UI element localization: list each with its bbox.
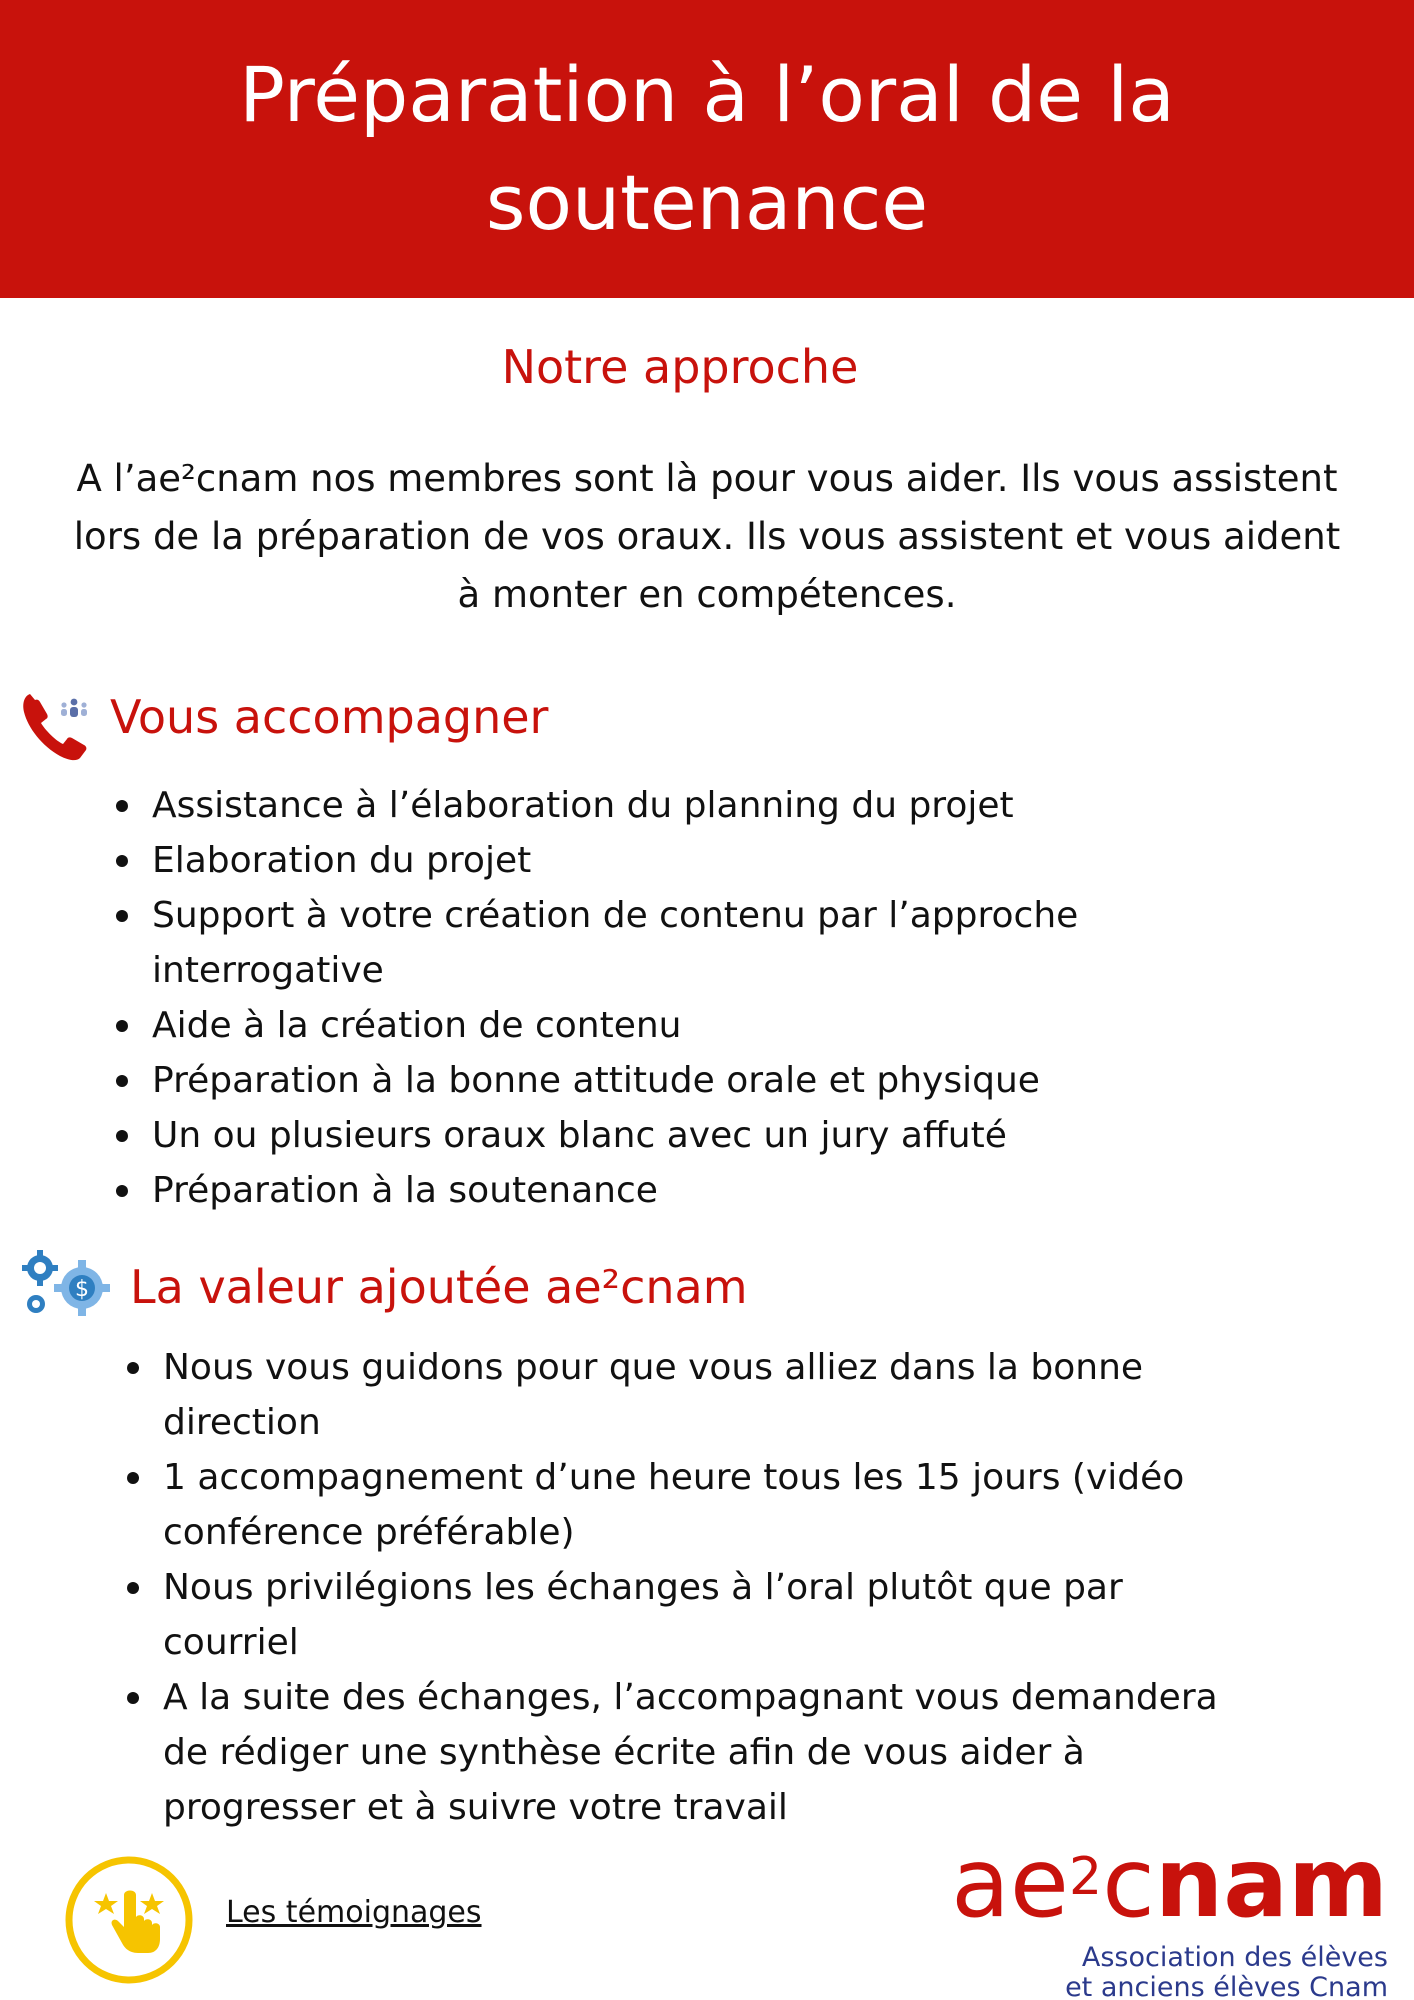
logo-ae: ae — [951, 1827, 1069, 1939]
accompany-title: Vous accompagner — [110, 690, 549, 744]
list-item-text: 1 accompagnement d’une heure tous les 15 jours (vidéo — [163, 1457, 1185, 1498]
value-title: La valeur ajoutée ae²cnam — [130, 1260, 748, 1314]
list-item-text: Préparation à la soutenance — [152, 1170, 658, 1211]
list-item-text: conférence préférable) — [163, 1512, 575, 1553]
logo-wordmark — [951, 1827, 1388, 1939]
list-item — [163, 1670, 1218, 1835]
list-item — [152, 778, 1078, 833]
list-item-text: interrogative — [152, 950, 384, 991]
logo-sup: 2 — [1068, 1847, 1103, 1907]
intro-line: A l’ae²cnam nos membres sont là pour vous aider. Ils vous assistent — [76, 457, 1338, 500]
approach-intro — [10, 450, 1404, 624]
list-item — [152, 888, 1078, 998]
logo-tagline-line-1: Association des élèves — [1081, 1942, 1388, 1973]
intro-line: lors de la préparation de vos oraux. Ils vous assistent et vous aident — [73, 515, 1341, 558]
approach-title: Notre approche — [501, 340, 859, 394]
list-item — [152, 1163, 1078, 1218]
gears-dollar-icon — [22, 1248, 112, 1318]
list-item — [152, 833, 1078, 888]
list-item — [152, 1108, 1078, 1163]
list-item-text: Préparation à la bonne attitude orale et physique — [152, 1060, 1040, 1101]
list-item-text: Assistance à l’élaboration du planning du projet — [152, 785, 1014, 826]
list-item-text: A la suite des échanges, l’accompagnant vous demandera — [163, 1677, 1218, 1718]
accompany-list — [152, 778, 1078, 1218]
list-item-text: progresser et à suivre votre travail — [163, 1787, 788, 1828]
list-item-text: Support à votre création de contenu par l’approche — [152, 895, 1079, 936]
page-title-line-2: soutenance — [485, 158, 929, 247]
list-item — [163, 1340, 1218, 1450]
list-item-text: Nous privilégions les échanges à l’oral plutôt que par — [163, 1567, 1123, 1608]
value-list — [163, 1340, 1218, 1835]
page-title-line-1: Préparation à l’oral de la — [239, 50, 1175, 139]
ae2cnam-logo — [951, 1827, 1388, 2000]
list-item — [163, 1450, 1218, 1560]
phone-support-icon — [20, 688, 98, 766]
logo-tagline — [1008, 1943, 1388, 2000]
list-item-text: Un ou plusieurs oraux blanc avec un jury affuté — [152, 1115, 1007, 1156]
list-item — [152, 1053, 1078, 1108]
list-item-text: direction — [163, 1402, 321, 1443]
list-item-text: Nous vous guidons pour que vous alliez dans la bonne — [163, 1347, 1144, 1388]
header-banner — [0, 0, 1414, 298]
rating-hand-icon — [64, 1855, 194, 1985]
logo-c: c — [1102, 1827, 1155, 1939]
list-item-text: courriel — [163, 1622, 299, 1663]
list-item-text: de rédiger une synthèse écrite afin de vous aider à — [163, 1732, 1085, 1773]
logo-tagline-line-2: et anciens élèves Cnam — [1065, 1972, 1388, 2000]
list-item-text: Aide à la création de contenu — [152, 1005, 682, 1046]
list-item — [152, 998, 1078, 1053]
intro-line: à monter en compétences. — [457, 573, 957, 616]
svg-text:$: $ — [75, 1277, 89, 1302]
list-item — [163, 1560, 1218, 1670]
logo-nam: nam — [1154, 1827, 1388, 1939]
testimonials-link[interactable]: Les témoignages — [226, 1895, 482, 1930]
list-item-text: Elaboration du projet — [152, 840, 532, 881]
